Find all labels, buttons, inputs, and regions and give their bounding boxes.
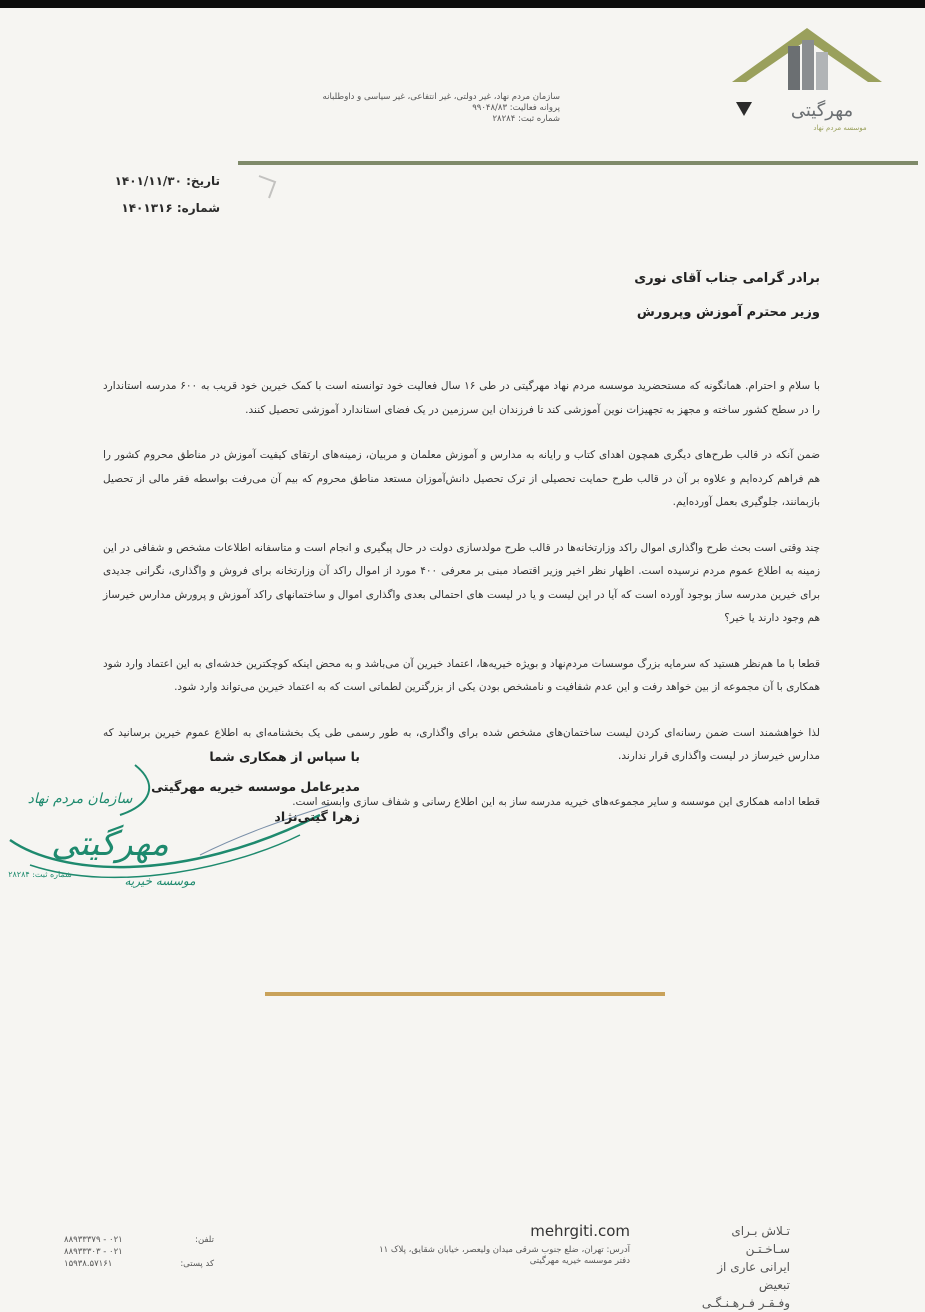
svg-text:موسسه مردم نهاد: موسسه مردم نهاد [813,124,867,132]
phone-number-1: ۰۲۱ - ۸۸۹۳۳۳۷۹ [64,1235,123,1245]
letter-number: شماره: ۱۴۰۱۳۱۶ [121,201,220,215]
org-registration: شماره ثبت: ۲۸۲۸۴ [492,114,560,124]
slogan-line-2: ایرانی عاری از تبعیض [717,1260,790,1292]
svg-text:شماره ثبت: ۲۸۲۸۴: شماره ثبت: ۲۸۲۸۴ [8,870,72,879]
phone-number-2: ۰۲۱ - ۸۸۹۳۳۳۰۳ [64,1247,123,1257]
svg-text:موسسه خیریه: موسسه خیریه [124,874,196,888]
signature-block [120,742,360,832]
addressee-title: وزیر محترم آموزش وپرورش [636,305,820,320]
addressee [420,262,820,330]
slogan-line-3: وفـقـر فـرهـنـگـی [701,1296,790,1310]
top-edge-bar [0,0,925,8]
svg-text:مهرگیتی: مهرگیتی [790,100,854,121]
slogan-line-1: تـلاش بـرای سـاخـتـن [731,1224,790,1256]
org-description: سازمان مردم نهاد، غیر دولتی، غیر انتفاعی، غیر سیاسی و داوطلبانه [322,92,560,102]
phone-row-2 [64,1246,214,1258]
address-line-1: آدرس: تهران، ضلع جنوب شرقی میدان ولیعصر، خیابان شقایق، پلاک ۱۱ [379,1245,630,1255]
address-line-2: دفتر موسسه خیریه مهرگیتی [529,1256,630,1266]
header-divider [238,161,918,165]
body-paragraph-3: چند وقتی است بحث طرح واگذاری اموال راکد وزارتخانه‌ها در قالب طرح مولدسازی دولت در حال پیگیری و انجام است و متاسفانه اطلاعات مشخص و شفافی در این زمینه به اطلاع عموم مردم نرسیده است. اظهار نظر اخیر وزیر اقتصاد مبنی بر معرفی ۴۰۰ مورد از اموال راکد آن وزارتخانه برای فروش و واگذاری، نگرانی جدیدی برای خیرین مدرسه ساز بوجود آورده است که آیا در این لیست و یا در لیست های احتمالی بعدی واگذاری اموال و ساختمانهای راکد آموزش و پرورش مدارس خیرساز هم وجود دارند یا خیر؟ [103,541,821,624]
organization-info [230,92,560,125]
mehrgiti-logo [722,24,892,134]
phone-row [64,1234,214,1246]
phone-label: تلفن: [195,1235,214,1245]
postal-row [64,1258,214,1270]
footer-contacts [64,1234,214,1270]
footer-divider [265,992,665,996]
addressee-name: برادر گرامی جناب آقای نوری [634,271,820,286]
postal-code: ۱۵۹۳۸.۵۷۱۶۱ [64,1259,113,1269]
closing-thanks: با سپاس از همکاری شما [209,749,360,764]
body-paragraph-2: ضمن آنکه در قالب طرح‌های دیگری همچون اهدای کتاب و رایانه به مدارس و آموزش معلمان و مربیان، زمینه‌های ارتقای کیفیت آموزش در مناطق محروم کشور را هم فراهم کرده‌ایم و علاوه بر آن در قالب طرح حمایت تحصیلی از ترک تحصیل دانش‌آموزان مستعد مناطق محروم که بیم آن می‌رفت بواسطه فقر مالی از تحصیل بازبمانند، جلوگیری بعمل آورده‌ایم. [103,449,820,508]
signer-name: زهرا گیتی‌نژاد [274,809,360,824]
postal-label: کد پستی: [180,1259,214,1269]
body-paragraph-1: با سلام و احترام. همانگونه که مستحضرید موسسه مردم نهاد مهرگیتی در طی ۱۶ سال فعالیت خود توانسته است با کمک خیرین خود قریب به ۶۰۰ مدرسه استاندارد را در سطح کشور ساخته و مجهز به تجهیزات نوین آموزشی کند تا فرزندان این سرزمین در یک فضای استاندارد آموزشی تحصیل کنند. [103,380,820,416]
body-paragraph-6: قطعا ادامه همکاری این موسسه و سایر مجموعه‌های خیریه مدرسه ساز به این اطلاع رسانی و شفاف سازی وابسته است. [292,795,820,808]
svg-text:مهرگیتی: مهرگیتی [51,824,169,864]
body-paragraph-4: قطعا با ما هم‌نظر هستید که سرمایه بزرگ موسسات مردم‌نهاد و بویژه خیریه‌ها، اعتماد خیرین آن می‌باشد و به محض اینکه کوچکترین خدشه‌ای به این اعتماد وارد شود همکاری با آن مجموعه از بین خواهد رفت و این عدم شفافیت و نامشخص بودن یکی از بزرگترین لطماتی است که به اعتماد خیرین می‌تواند وارد شود. [103,657,820,693]
body-paragraph-5: لذا خواهشمند است ضمن رسانه‌ای کردن لیست ساختمان‌های مشخص شده برای واگذاری، به طور رسمی طی یک بخشنامه‌ای به اطلاع عموم خیرین برسانید که مدارس خیرساز در لیست واگذاری قرار ندارند. [103,726,820,762]
letter-date: تاریخ: ۱۴۰۱/۱۱/۳۰ [114,174,220,188]
org-license: پروانه فعالیت: ۹۹۰۴۸/۸۳ [472,103,560,113]
signer-title: مدیرعامل موسسه خیریه مهرگیتی [151,779,360,794]
letter-meta [40,168,220,222]
footer-slogan [700,1222,790,1312]
ink-smudge [255,172,281,202]
svg-text:سازمان مردم نهاد: سازمان مردم نهاد [27,791,133,807]
footer-website[interactable]: mehrgiti.com [530,1222,630,1240]
footer-address [280,1245,630,1267]
